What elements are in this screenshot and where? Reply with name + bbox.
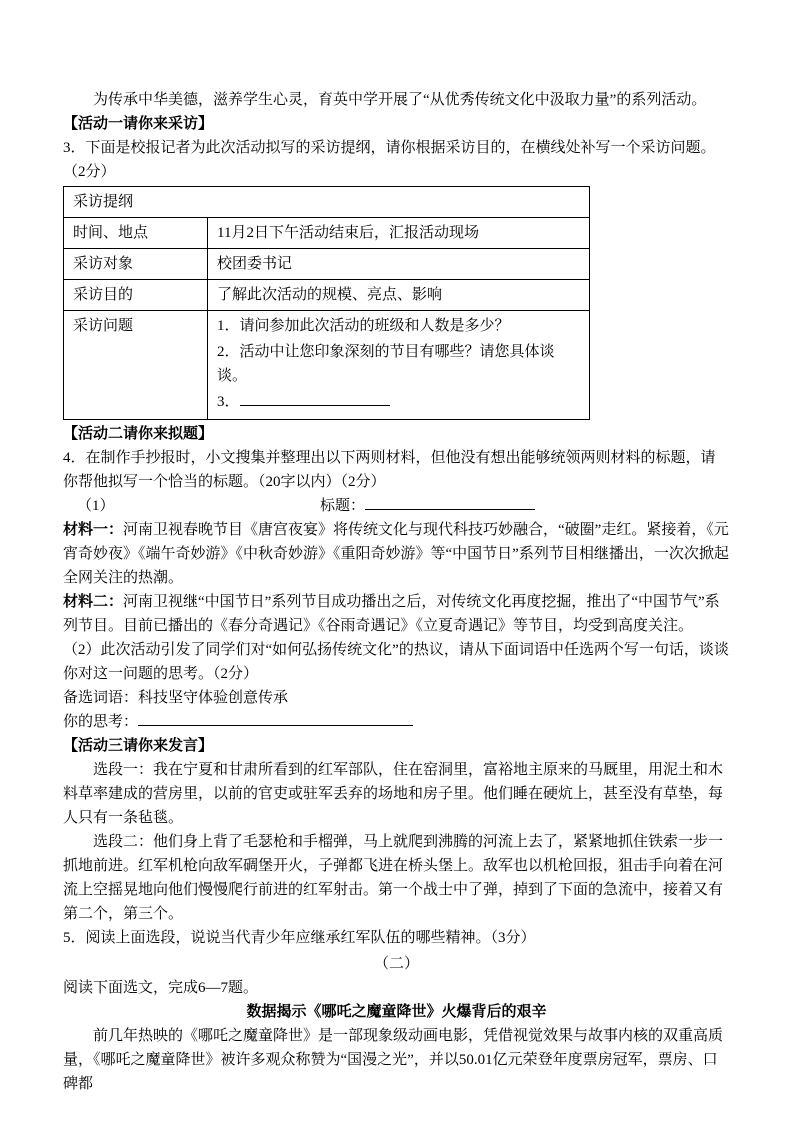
question-5: 5．阅读上面选段，说说当代青少年应继承红军队伍的哪些精神。（3分）	[63, 930, 536, 946]
passage-1-paragraph	[63, 758, 730, 830]
table-row	[64, 187, 590, 218]
title-blank-line	[365, 495, 535, 510]
passage-2-paragraph	[63, 830, 730, 926]
document-page	[63, 88, 730, 1096]
row-value-purpose: 了解此次活动的规模、亮点、影响	[208, 280, 590, 311]
title-answer-area	[320, 494, 535, 518]
intro-paragraph: 为传承中华美德，滋养学生心灵，育英中学开展了“从优秀传统文化中汲取力量”的系列活动。	[93, 92, 707, 108]
title-label: 标题：	[320, 498, 366, 514]
your-thinking-label: 你的思考：	[63, 714, 139, 730]
table-row	[64, 311, 590, 420]
question-4: 4．在制作手抄报时，小文搜集并整理出以下两则材料，但他没有想出能够统领两则材料的标题，请你帮他拟写一个恰当的标题。（20字以内）（2分）	[63, 450, 716, 490]
material-1-label: 材料一：	[63, 522, 124, 538]
section-2-number: （二）	[373, 956, 419, 972]
row-label-purpose: 采访目的	[64, 280, 208, 311]
row-value-questions	[208, 311, 590, 420]
interview-question-1: 1．请问参加此次活动的班级和人数是多少？	[217, 318, 510, 334]
question-3: 3．下面是校报记者为此次活动拟写的采访提纲，请你根据采访目的，在横线处补写一个采访问题。（2分）	[63, 140, 716, 180]
row-label-interviewee: 采访对象	[64, 249, 208, 280]
interview-question-2: 2．活动中让您印象深刻的节目有哪些？请您具体谈谈。	[217, 344, 555, 384]
material-1-paragraph	[63, 518, 730, 590]
candidate-words-line: 备选词语：科技坚守体验创意传承	[63, 690, 289, 706]
question-blank-line	[240, 391, 390, 406]
row-label-questions: 采访问题	[64, 311, 208, 420]
row-label-time-place: 时间、地点	[64, 218, 208, 249]
material-2-label: 材料二：	[63, 594, 124, 610]
table-row	[64, 249, 590, 280]
material-2-text: 河南卫视继“中国节日”系列节目成功播出之后，对传统文化再度挖掘，推出了“中国节气”系列节目。目前已播出的《春分奇遇记》《谷雨奇遇记》《立夏奇遇记》等节目，均受到高度关注。	[63, 594, 720, 634]
your-thinking-line	[63, 710, 730, 734]
row-value-interviewee: 校团委书记	[208, 249, 590, 280]
interview-outline-table	[63, 186, 590, 420]
table-row	[64, 218, 590, 249]
section-2-paragraph-1: 前几年热映的《哪吒之魔童降世》是一部现象级动画电影，凭借视觉效果与故事内核的双重高质量，《哪吒之魔童降世》被许多观众称赞为“国漫之光”，并以50.01亿元荣登年度票房冠军，票房、口碑都	[63, 1028, 724, 1092]
interview-question-3	[217, 390, 580, 414]
passage-1-text: 我在宁夏和甘肃所看到的红军部队，住在窑洞里，富裕地主原来的马厩里，用泥土和木料草率建成的营房里，以前的官吏或驻军丢弃的场地和房子里。他们睡在硬炕上，甚至没有草垫，每人只有一条毡毯。	[63, 762, 724, 826]
section-2-instruction: 阅读下面选文，完成6—7题。	[63, 980, 259, 996]
passage-2-label: 选段二：	[93, 834, 154, 850]
thinking-blank-line	[138, 711, 413, 726]
subquestion-1-label: （1）	[77, 498, 115, 514]
subquestion-1-row	[63, 494, 730, 518]
section-2-article-title: 数据揭示《哪吒之魔童降世》火爆背后的艰辛	[246, 1004, 547, 1020]
activity3-header: 【活动三请你来发言】	[63, 738, 214, 754]
table-title-cell: 采访提纲	[64, 187, 590, 218]
subquestion-2-paragraph: （2）此次活动引发了同学们对“如何弘扬传统文化”的热议，请从下面词语中任选两个写一句话，谈谈你对这一问题的思考。（2分）	[63, 642, 729, 682]
interview-question-3-number: 3．	[217, 394, 240, 410]
activity1-header: 【活动一请你来采访】	[63, 116, 214, 132]
table-row	[64, 280, 590, 311]
row-value-time-place: 11月2日下午活动结束后，汇报活动现场	[208, 218, 590, 249]
activity2-header: 【活动二请你来拟题】	[63, 426, 214, 442]
material-2-paragraph	[63, 590, 730, 638]
material-1-text: 河南卫视春晚节目《唐宫夜宴》将传统文化与现代科技巧妙融合，“破圈”走红。紧接着，《元宵奇妙夜》《端午奇妙游》《中秋奇妙游》《重阳奇妙游》等“中国节日”系列节目相继播出，一次次掀起全网关注的热潮。	[63, 522, 729, 586]
passage-2-text: 他们身上背了毛瑟枪和手榴弹，马上就爬到沸腾的河流上去了，紧紧地抓住铁索一步一抓地前进。红军机枪向敌军碉堡开火，子弹都飞进在桥头堡上。敌军也以机枪回报，狙击手向着在河流上空摇晃地向他们慢慢爬行前进的红军射击。第一个战士中了弹，掉到了下面的急流中，接着又有第二个，第三个。	[63, 834, 724, 922]
passage-1-label: 选段一：	[93, 762, 154, 778]
